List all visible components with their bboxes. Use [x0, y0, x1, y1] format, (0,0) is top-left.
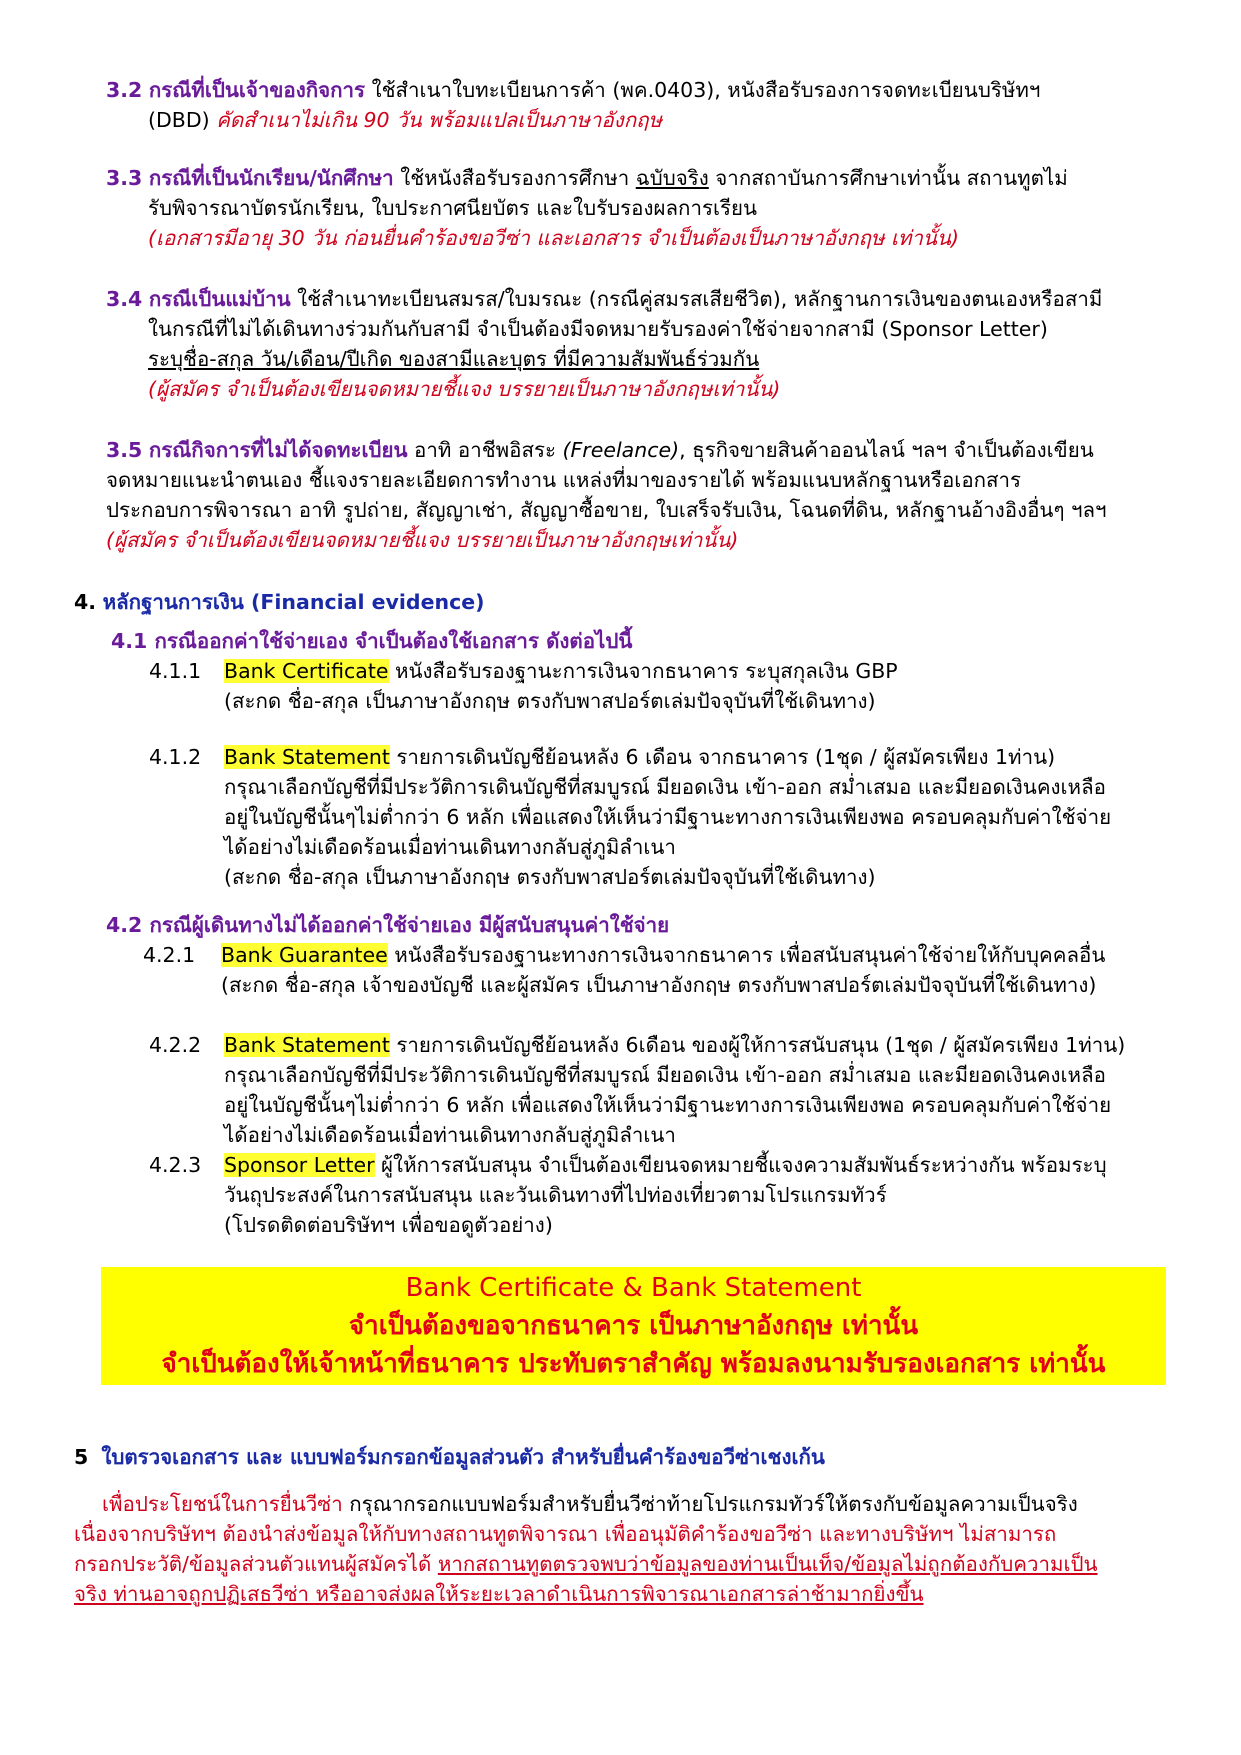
section-5-number: 5 — [74, 1445, 89, 1469]
item-4-1-2 — [149, 742, 1169, 892]
item-4-1-1 — [149, 656, 1169, 716]
section-3-4 — [106, 284, 1166, 404]
section-4-2-heading: 4.2 กรณีผู้เดินทางไม่ได้ออกค่าใช้จ่ายเอง มีผู้สนับสนุนค่าใช้จ่าย — [106, 913, 670, 937]
item-4-2-1 — [143, 940, 1173, 1000]
item-4-2-2-text: รายการเดินบัญชีย้อนหลัง 6เดือน ของผู้ให้การสนับสนุน (1ชุด / ผู้สมัครเพียง 1ท่าน) — [389, 1033, 1126, 1057]
item-4-1-1-text: หนังสือรับรองฐานะการเงินจากธนาคาร ระบุสกุลเงิน GBP — [388, 659, 898, 683]
item-4-2-3-highlight: Sponsor Letter — [224, 1153, 375, 1177]
item-4-1-1-highlight: Bank Certificate — [224, 659, 389, 683]
section-5-line1: กรุณากรอกแบบฟอร์มสำหรับยื่นวีซ่าท้ายโปรแกรมทัวร์ให้ตรงกับข้อมูลความเป็นจริง — [342, 1492, 1078, 1516]
item-4-2-2-line3: อยู่ในบัญชีนั้นๆไม่ต่ำกว่า 6 หลัก เพื่อแสดงให้เห็นว่ามีฐานะทางการเงินเพียงพอ ครอบคลุมกับค่าใช้จ่าย — [224, 1093, 1112, 1117]
section-5-body — [74, 1489, 1169, 1609]
section-3-5-freelance: (Freelance) — [562, 438, 680, 462]
item-4-2-3 — [149, 1150, 1169, 1240]
item-4-1-2-line2: กรุณาเลือกบัญชีที่มีประวัติการเดินบัญชีที่สมบูรณ์ มียอดเงิน เข้า-ออก สม่ำเสมอ และมียอดเงินคงเหลือ — [224, 775, 1106, 799]
section-3-5-heading: กรณีกิจการที่ไม่ได้จดทะเบียน — [148, 438, 408, 462]
item-4-1-2-line3: อยู่ในบัญชีนั้นๆไม่ต่ำกว่า 6 หลัก เพื่อแสดงให้เห็นว่ามีฐานะทางการเงินเพียงพอ ครอบคลุมกับค่าใช้จ่าย — [224, 805, 1112, 829]
section-5-warning-2: จริง ท่านอาจถูกปฏิเสธวีซ่า หรืออาจส่งผลให้ระยะเวลาดำเนินการพิจารณาเอกสารล่าช้ามากยิ่งขึ้น — [74, 1582, 924, 1606]
section-3-3-heading: กรณีที่เป็นนักเรียน/นักศึกษา — [148, 166, 394, 190]
section-3-5 — [106, 435, 1166, 555]
section-3-3-note: (เอกสารมีอายุ 30 วัน ก่อนยื่นคำร้องขอวีซ่า และเอกสาร จำเป็นต้องเป็นภาษาอังกฤษ เท่านั้น) — [148, 226, 959, 250]
section-3-2 — [106, 75, 1166, 135]
section-3-5-note: (ผู้สมัคร จำเป็นต้องเขียนจดหมายชี้แจง บรรยายเป็นภาษาอังกฤษเท่านั้น) — [106, 528, 739, 552]
banner-line-3: จำเป็นต้องให้เจ้าหน้าที่ธนาคาร ประทับตราสำคัญ พร้อมลงนามรับรองเอกสาร เท่านั้น — [161, 1349, 1106, 1379]
section-3-5-text-end: , ธุรกิจขายสินค้าออนไลน์ ฯลฯ จำเป็นต้องเขียน — [679, 438, 1094, 462]
item-4-2-2-line2: กรุณาเลือกบัญชีที่มีประวัติการเดินบัญชีที่สมบูรณ์ มียอดเงิน เข้า-ออก สม่ำเสมอ และมียอดเงินคงเหลือ — [224, 1063, 1106, 1087]
section-3-3-text-end: จากสถาบันการศึกษาเท่านั้น สถานทูตไม่ — [708, 166, 1068, 190]
item-4-2-2-line4: ได้อย่างไม่เดือดร้อนเมื่อท่านเดินทางกลับสู่ภูมิลำเนา — [224, 1123, 676, 1147]
banner-line-1: Bank Certificate & Bank Statement — [405, 1273, 862, 1303]
item-4-2-3-number: 4.2.3 — [149, 1153, 202, 1177]
section-4-heading — [74, 587, 485, 617]
section-3-4-heading: กรณีเป็นแม่บ้าน — [148, 287, 291, 311]
section-5-lead: เพื่อประโยชน์ในการยื่นวีซ่า — [102, 1492, 343, 1516]
section-3-3 — [106, 163, 1166, 253]
item-4-1-1-line2: (สะกด ชื่อ-สกุล เป็นภาษาอังกฤษ ตรงกับพาสปอร์ตเล่มปัจจุบันที่ใช้เดินทาง) — [224, 689, 876, 713]
section-3-4-line3: ระบุชื่อ-สกุล วัน/เดือน/ปีเกิด ของสามีและบุตร ที่มีความสัมพันธ์ร่วมกัน — [148, 347, 760, 371]
item-4-1-2-highlight: Bank Statement — [224, 745, 390, 769]
bank-document-notice-banner — [101, 1267, 1166, 1385]
item-4-1-2-number: 4.1.2 — [149, 745, 202, 769]
item-4-1-1-number: 4.1.1 — [149, 659, 202, 683]
section-5-line3: กรอกประวัติ/ข้อมูลส่วนตัวแทนผู้สมัครได้ — [74, 1552, 438, 1576]
section-3-4-number: 3.4 — [106, 287, 143, 311]
section-3-5-line2: จดหมายแนะนำตนเอง ชี้แจงรายละเอียดการทำงาน แหล่งที่มาของรายได้ พร้อมแนบหลักฐานหรือเอกสาร — [106, 468, 1022, 492]
section-4-title: หลักฐานการเงิน (Financial evidence) — [102, 590, 485, 614]
item-4-2-3-line3: (โปรดติดต่อบริษัทฯ เพื่อขอดูตัวอย่าง) — [224, 1213, 553, 1237]
section-5-title: ใบตรวจเอกสาร และ แบบฟอร์มกรอกข้อมูลส่วนตัว สำหรับยื่นคำร้องขอวีซ่าเชงเก้น — [101, 1445, 825, 1469]
section-3-5-number: 3.5 — [106, 438, 143, 462]
section-3-2-heading: กรณีที่เป็นเจ้าของกิจการ — [148, 78, 366, 102]
section-3-4-line2: ในกรณีที่ไม่ได้เดินทางร่วมกันกับสามี จำเป็นต้องมีจดหมายรับรองค่าใช้จ่ายจากสามี (Sponsor Letter) — [148, 317, 1048, 341]
section-4-1-heading: 4.1 กรณีออกค่าใช้จ่ายเอง จำเป็นต้องใช้เอกสาร ดังต่อไปนี้ — [111, 629, 633, 653]
item-4-2-2 — [149, 1030, 1169, 1150]
section-3-3-number: 3.3 — [106, 166, 143, 190]
section-3-2-number: 3.2 — [106, 78, 143, 102]
section-4-number: 4. — [74, 590, 97, 614]
item-4-2-1-highlight: Bank Guarantee — [221, 943, 388, 967]
section-3-3-text: ใช้หนังสือรับรองการศึกษา — [393, 166, 636, 190]
section-5-line2: เนื่องจากบริษัทฯ ต้องนำส่งข้อมูลให้กับทางสถานทูตพิจารณา เพื่ออนุมัติคำร้องขอวีซ่า และทางบริษัทฯ ไม่สามารถ — [74, 1522, 1057, 1546]
item-4-2-2-number: 4.2.2 — [149, 1033, 202, 1057]
section-3-5-line3: ประกอบการพิจารณา อาทิ รูปถ่าย, สัญญาเช่า, สัญญาซื้อขาย, ใบเสร็จรับเงิน, โฉนดที่ดิน, หลักฐานอ้างอิงอื่นๆ ฯลฯ — [106, 498, 1107, 522]
item-4-2-2-highlight: Bank Statement — [224, 1033, 390, 1057]
item-4-1-2-line4: ได้อย่างไม่เดือดร้อนเมื่อท่านเดินทางกลับสู่ภูมิลำเนา — [224, 835, 676, 859]
section-5-warning-1: หากสถานทูตตรวจพบว่าข้อมูลของท่านเป็นเท็จ/ข้อมูลไม่ถูกต้องกับความเป็น — [437, 1552, 1098, 1576]
item-4-2-1-text: หนังสือรับรองฐานะทางการเงินจากธนาคาร เพื่อสนับสนุนค่าใช้จ่ายให้กับบุคคลอื่น — [387, 943, 1106, 967]
item-4-2-3-line2: วันถุประสงค์ในการสนับสนุน และวันเดินทางที่ไปท่องเที่ยวตามโปรแกรมทัวร์ — [224, 1183, 887, 1207]
section-5-heading — [74, 1442, 825, 1472]
section-3-2-dbd: (DBD) — [148, 108, 217, 132]
section-3-5-text: อาทิ อาชีพอิสระ — [407, 438, 563, 462]
item-4-1-2-text: รายการเดินบัญชีย้อนหลัง 6 เดือน จากธนาคาร (1ชุด / ผู้สมัครเพียง 1ท่าน) — [389, 745, 1056, 769]
section-3-3-original-copy: ฉบับจริง — [635, 166, 709, 190]
section-3-4-note: (ผู้สมัคร จำเป็นต้องเขียนจดหมายชี้แจง บรรยายเป็นภาษาอังกฤษเท่านั้น) — [148, 377, 781, 401]
section-3-3-line2: รับพิจารณาบัตรนักเรียน, ใบประกาศนียบัตร และใบรับรองผลการเรียน — [148, 196, 758, 220]
item-4-1-2-line5: (สะกด ชื่อ-สกุล เป็นภาษาอังกฤษ ตรงกับพาสปอร์ตเล่มปัจจุบันที่ใช้เดินทาง) — [224, 865, 876, 889]
section-3-2-note: คัดสำเนาไม่เกิน 90 วัน พร้อมแปลเป็นภาษาอังกฤษ — [216, 108, 663, 132]
banner-line-2: จำเป็นต้องขอจากธนาคาร เป็นภาษาอังกฤษ เท่านั้น — [348, 1311, 919, 1341]
section-3-2-text: ใช้สำเนาใบทะเบียนการค้า (พค.0403), หนังสือรับรองการจดทะเบียนบริษัทฯ — [365, 78, 1041, 102]
item-4-2-1-line2: (สะกด ชื่อ-สกุล เจ้าของบัญชี และผู้สมัคร เป็นภาษาอังกฤษ ตรงกับพาสปอร์ตเล่มปัจจุบันที่ใช้เดินทาง) — [221, 973, 1097, 997]
item-4-2-1-number: 4.2.1 — [143, 943, 196, 967]
section-3-4-text: ใช้สำเนาทะเบียนสมรส/ใบมรณะ (กรณีคู่สมรสเสียชีวิต), หลักฐานการเงินของตนเองหรือสามี — [290, 287, 1103, 311]
item-4-2-3-text: ผู้ให้การสนับสนุน จำเป็นต้องเขียนจดหมายชี้แจงความสัมพันธ์ระหว่างกัน พร้อมระบุ — [374, 1153, 1107, 1177]
